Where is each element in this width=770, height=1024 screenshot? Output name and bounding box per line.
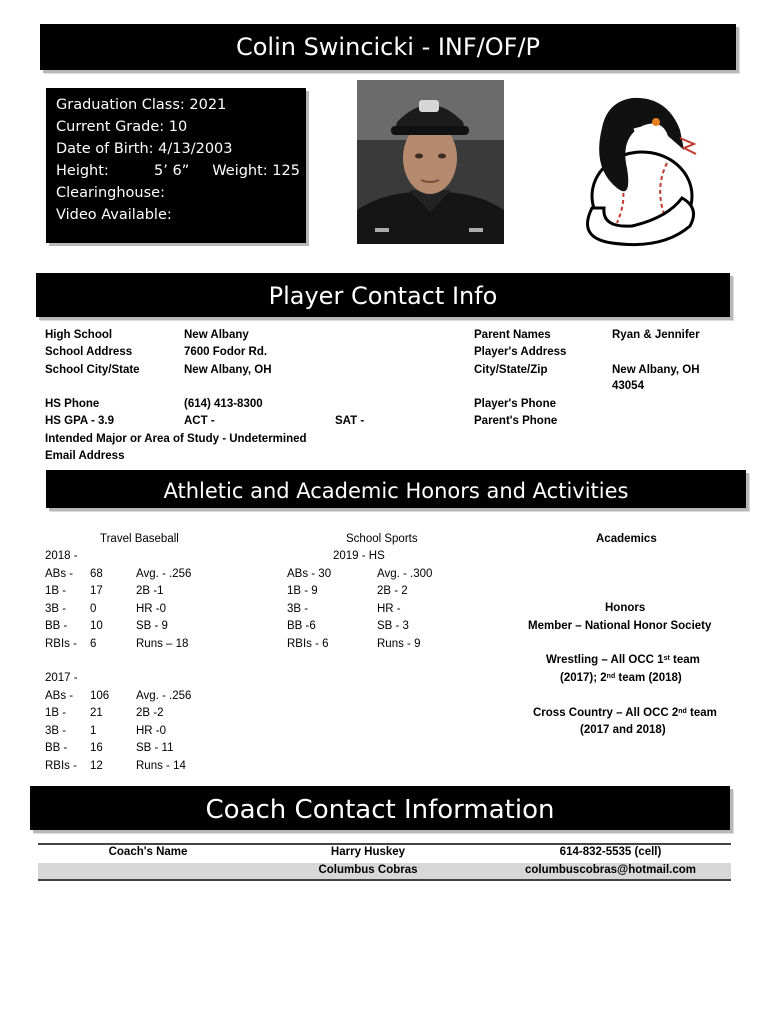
school-address-label: School Address [45, 346, 133, 358]
parent-names-label: Parent Names [474, 329, 551, 341]
travel-2017-stat: ABs - [45, 690, 74, 702]
wrestling-honor-line2: (2017); 2nd team (2018) [560, 672, 682, 684]
intended-major: Intended Major or Area of Study - Undetermined [45, 433, 307, 445]
coach-table-bottom-rule [38, 879, 731, 881]
travel-2017-stat: 21 [90, 707, 103, 720]
high-school-value: New Albany [184, 329, 249, 341]
coach-name-label: Coach's Name [108, 846, 188, 858]
coach-team: Columbus Cobras [318, 864, 418, 876]
honors-label: Honors [605, 602, 646, 614]
travel-2017-year: 2017 - [45, 672, 78, 684]
travel-2018-stat: 0 [90, 602, 97, 615]
profile-info-box [46, 88, 306, 243]
school-2019-stat: BB -6 [287, 620, 316, 633]
travel-2018-stat: ABs - [45, 568, 74, 580]
travel-2017-stat: RBIs - [45, 759, 77, 772]
player-address-label: Player's Address [474, 346, 567, 358]
travel-2017-stat: HR -0 [136, 724, 167, 737]
school-city-label: School City/State [45, 364, 140, 376]
player-contact-banner [36, 273, 730, 317]
parent-phone-label: Parent's Phone [474, 415, 558, 427]
sat-score: SAT - [335, 415, 365, 427]
travel-2017-stat: 16 [90, 742, 103, 755]
academics-heading: Academics [596, 533, 657, 545]
travel-2017-stat: BB - [45, 742, 68, 755]
cobra-baseball-logo [572, 88, 702, 248]
school-2019-stat: 3B - [287, 602, 309, 615]
travel-2018-stat: 1B - [45, 585, 67, 598]
travel-2018-stat: BB - [45, 620, 68, 633]
travel-2018-stat: 17 [90, 585, 103, 598]
school-2019-stat: RBIs - 6 [287, 637, 329, 650]
school-sports-heading: School Sports [346, 533, 418, 545]
current-grade: Current Grade: 10 [56, 119, 188, 135]
nhs-honor: Member – National Honor Society [528, 620, 712, 632]
travel-2017-stat: Runs - 14 [136, 759, 186, 772]
coach-title: Coach Contact Information [205, 795, 555, 825]
travel-2017-stat: Avg. - .256 [136, 690, 192, 702]
travel-baseball-heading: Travel Baseball [100, 533, 179, 545]
travel-2017-stat: 1B - [45, 707, 67, 720]
xc-honor-line1: Cross Country – All OCC 2nd team [533, 707, 717, 719]
travel-2017-stat: 12 [90, 759, 103, 772]
parent-names-value: Ryan & Jennifer [612, 329, 700, 341]
coach-phone: 614-832-5535 (cell) [559, 846, 662, 858]
hs-gpa: HS GPA - 3.9 [45, 415, 115, 427]
honors-banner [46, 470, 746, 508]
travel-2018-stat: Runs – 18 [136, 637, 189, 650]
xc-honor-line2: (2017 and 2018) [580, 724, 666, 736]
coach-table [38, 843, 731, 881]
zip-value: 43054 [612, 380, 644, 392]
travel-2018-stat: Avg. - .256 [136, 568, 192, 580]
graduation-class: Graduation Class: 2021 [56, 97, 227, 113]
school-2019-stat: 2B - 2 [377, 585, 408, 598]
school-address-value: 7600 Fodor Rd. [184, 346, 268, 358]
wrestling-honor-line1: Wrestling – All OCC 1st team [546, 654, 700, 666]
school-2019-stat: SB - 3 [377, 620, 409, 633]
player-photo [357, 80, 504, 244]
travel-2018-stat: 2B -1 [136, 585, 164, 598]
honors-title: Athletic and Academic Honors and Activities [163, 479, 629, 503]
player-contact-title: Player Contact Info [268, 282, 498, 310]
city-state-value: New Albany, OH [612, 364, 700, 376]
school-2019-stat: Runs - 9 [377, 637, 421, 650]
school-2019-stat: 1B - 9 [287, 585, 318, 598]
cobra-logo-icon [572, 88, 702, 248]
travel-2017-stat: 106 [90, 690, 110, 702]
weight: Weight: 125 [212, 163, 300, 179]
school-2019-stat: Avg. - .300 [377, 568, 433, 580]
date-of-birth: Date of Birth: 4/13/2003 [56, 141, 233, 157]
hs-phone-value: (614) 413-8300 [184, 398, 263, 410]
hs-phone-label: HS Phone [45, 398, 100, 410]
travel-2018-stat: 10 [90, 620, 103, 633]
coach-email[interactable] [488, 864, 733, 876]
school-2019-stat: ABs - 30 [287, 568, 332, 580]
school-2019-year: 2019 - HS [333, 550, 385, 562]
player-name-title: Colin Swincicki - INF/OF/P [235, 33, 541, 61]
school-2019-stat: HR - [377, 602, 401, 615]
city-state-zip-label: City/State/Zip [474, 364, 548, 376]
player-phone-label: Player's Phone [474, 398, 556, 410]
travel-2018-stat: 68 [90, 568, 103, 580]
travel-2018-stat: HR -0 [136, 602, 167, 615]
travel-2017-stat: 3B - [45, 724, 67, 737]
player-photo-icon [357, 80, 504, 244]
travel-2018-stat: RBIs - [45, 637, 77, 650]
height-label: Height: [56, 163, 109, 179]
email-label: Email Address [45, 450, 125, 462]
travel-2018-stat: 3B - [45, 602, 67, 615]
coach-table-top-rule [38, 843, 731, 845]
video-available: Video Available: [56, 207, 172, 223]
travel-2018-stat: SB - 9 [136, 620, 168, 633]
travel-2017-stat: 2B -2 [136, 707, 164, 720]
travel-2017-stat: SB - 11 [136, 742, 174, 755]
height-value: 5’ 6” [154, 163, 190, 179]
coach-name: Harry Huskey [330, 846, 406, 858]
coach-banner [30, 786, 730, 830]
player-name-banner [40, 24, 736, 70]
high-school-label: High School [45, 329, 113, 341]
travel-2017-stat: 1 [90, 724, 97, 737]
travel-2018-stat: 6 [90, 637, 97, 650]
coach-email-link[interactable]: columbuscobras@hotmail.com [525, 864, 696, 876]
travel-2018-year: 2018 - [45, 550, 78, 562]
act-score: ACT - [184, 415, 215, 427]
school-city-value: New Albany, OH [184, 364, 272, 376]
height-weight-row [56, 160, 306, 182]
clearinghouse: Clearinghouse: [56, 185, 165, 201]
